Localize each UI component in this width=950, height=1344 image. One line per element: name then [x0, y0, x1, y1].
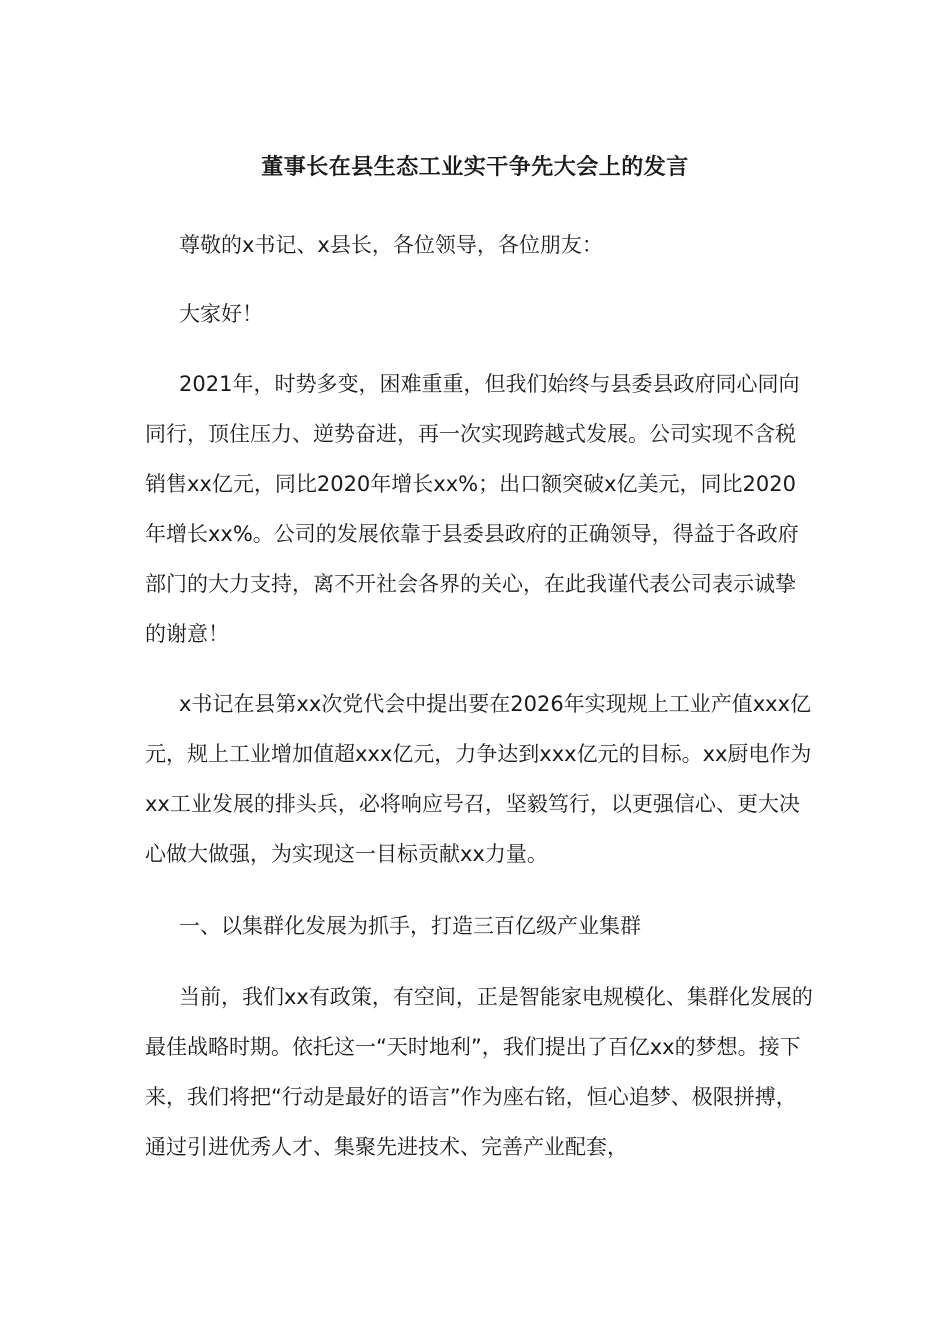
document-title: 董事长在县生态工业实干争先大会上的发言 — [261, 155, 689, 180]
body-paragraph: 2021年，时势多变，困难重重，但我们始终与县委县政府同心同向同行，顶住压力、逆势奋进，再一次实现跨越式发展。公司实现不含税销售xx亿元，同比2020年增长xx%；出口额突破x亿美元，同比2020年增长xx%。公司的发展依靠于县委县政府的正确领导，得益于各政府部门的大力支持，离不开社会各界的关心，在此我谨代表公司表示诚挚的谢意！ — [145, 372, 800, 646]
body-paragraph: 当前，我们xx有政策，有空间，正是智能家电规模化、集群化发展的最佳战略时期。依托这一“天时地利”，我们提出了百亿xx的梦想。接下来，我们将把“行动是最好的语言”作为座右铭，恒心追梦、极限拼搏，通过引进优秀人才、集聚先进技术、完善产业配套， — [145, 985, 813, 1159]
greeting-paragraph: 大家好！ — [179, 302, 263, 326]
salutation-paragraph: 尊敬的x书记、x县长，各位领导，各位朋友： — [179, 233, 603, 257]
body-paragraph: x书记在县第xx次党代会中提出要在2026年实现规上工业产值xxx亿元，规上工业增加值超xxx亿元，力争达到xxx亿元的目标。xx厨电作为xx工业发展的排头兵，必将响应号召，坚毅笃行，以更强信心、更大决心做大做强，为实现这一目标贡献xx力量。 — [145, 692, 812, 866]
section-heading: 一、以集群化发展为抓手，打造三百亿级产业集群 — [179, 914, 641, 938]
